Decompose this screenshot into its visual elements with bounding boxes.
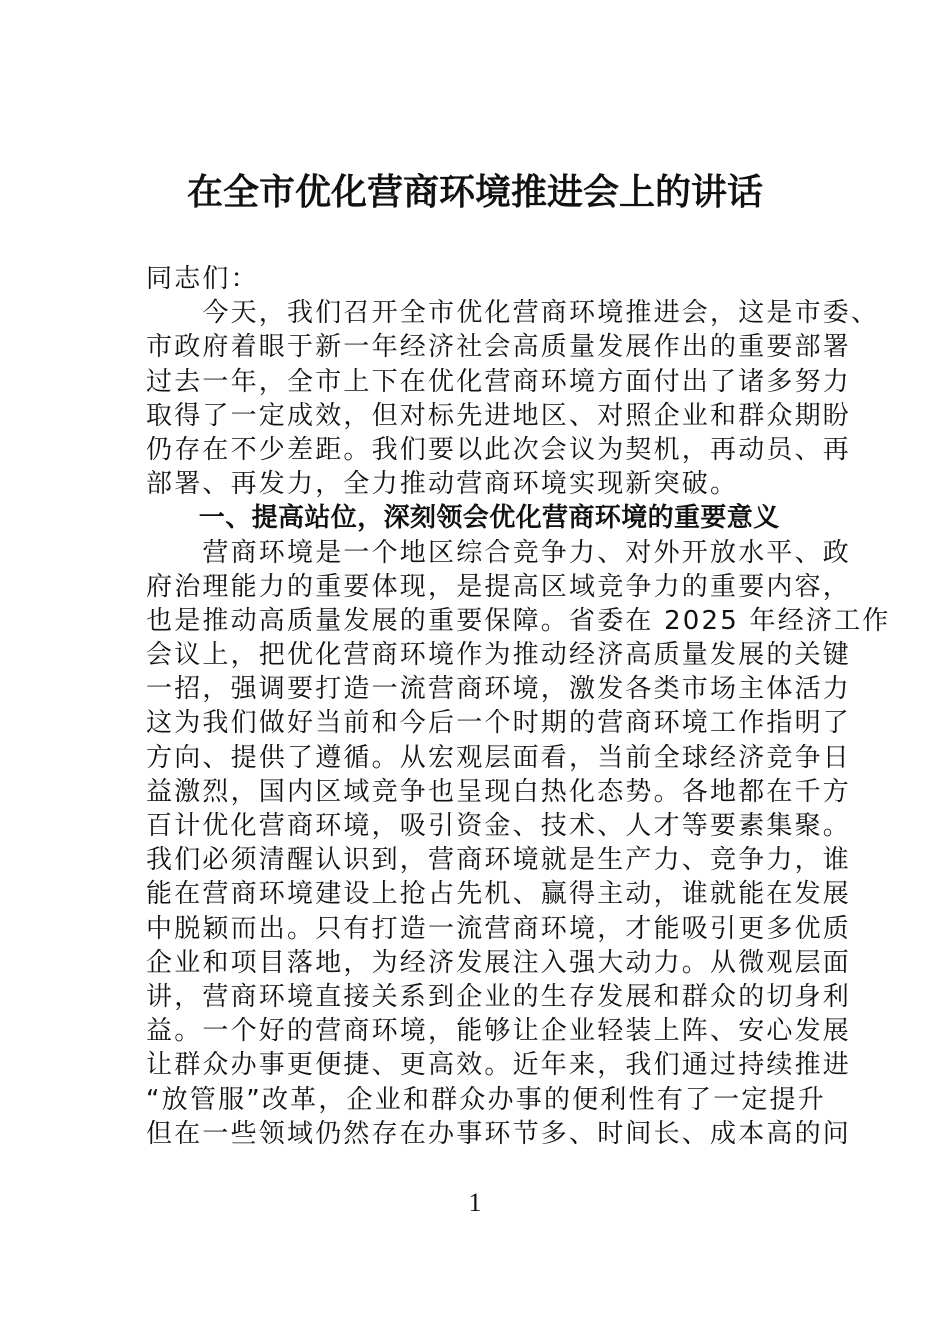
page-title: 在全市优化营商环境推进会上的讲话 (186, 171, 763, 213)
paragraph-line: 府治理能力的重要体现，是提高区域竞争力的重要内容， (146, 571, 852, 602)
paragraph-line: 部署、再发力，全力推动营商环境实现新突破。 (146, 469, 739, 500)
paragraph-line: 过去一年，全市上下在优化营商环境方面付出了诸多努力 (146, 366, 852, 397)
section-heading: 一、提高站位，深刻领会优化营商环境的重要意义 (146, 503, 780, 534)
paragraph-line: 百计优化营商环境，吸引资金、技术、人才等要素集聚。 (146, 811, 852, 841)
paragraph-line: 让群众办事更便捷、更高效。近年来，我们通过持续推进 (146, 1050, 852, 1081)
paragraph-line: 讲，营商环境直接关系到企业的生存发展和群众的切身利 (146, 981, 852, 1012)
salutation-line: 同志们： (146, 264, 259, 294)
paragraph-line: 益。一个好的营商环境，能够让企业轻装上阵、安心发展 (146, 1016, 852, 1047)
paragraph-line: 这为我们做好当前和今后一个时期的营商环境工作指明了 (146, 708, 852, 739)
paragraph-line: 仍存在不少差距。我们要以此次会议为契机，再动员、再 (146, 434, 852, 465)
paragraph-line: 今天，我们召开全市优化营商环境推进会，这是市委、 (146, 298, 880, 329)
paragraph-line: 一招，强调要打造一流营商环境，激发各类市场主体活力 (146, 674, 852, 705)
paragraph-line: 也是推动高质量发展的重要保障。省委在 2025 年经济工作 (146, 605, 891, 636)
paragraph-line: “放管服”改革，企业和群众办事的便利性有了一定提升 (146, 1084, 826, 1115)
paragraph-line: 方向、提供了遵循。从宏观层面看，当前全球经济竞争日 (146, 742, 852, 773)
page-number: 1 (468, 1188, 482, 1217)
paragraph-line: 市政府着眼于新一年经济社会高质量发展作出的重要部署 (146, 332, 852, 363)
paragraph-line: 中脱颖而出。只有打造一流营商环境，才能吸引更多优质 (146, 913, 852, 944)
paragraph-line: 企业和项目落地，为经济发展注入强大动力。从微观层面 (146, 947, 852, 978)
speech-body (146, 262, 891, 1151)
paragraph-line: 益激烈，国内区域竞争也呈现白热化态势。各地都在千方 (146, 776, 852, 807)
paragraph-line: 我们必须清醒认识到，营商环境就是生产力、竞争力，谁 (146, 845, 852, 876)
paragraph-line: 会议上，把优化营商环境作为推动经济高质量发展的关键 (146, 640, 852, 671)
paragraph-line: 能在营商环境建设上抢占先机、赢得主动，谁就能在发展 (146, 879, 852, 910)
paragraph-line: 营商环境是一个地区综合竞争力、对外开放水平、政 (146, 537, 852, 568)
paragraph-line: 但在一些领域仍然存在办事环节多、时间长、成本高的问 (146, 1118, 852, 1149)
paragraph-line: 取得了一定成效，但对标先进地区、对照企业和群众期盼 (146, 400, 852, 431)
